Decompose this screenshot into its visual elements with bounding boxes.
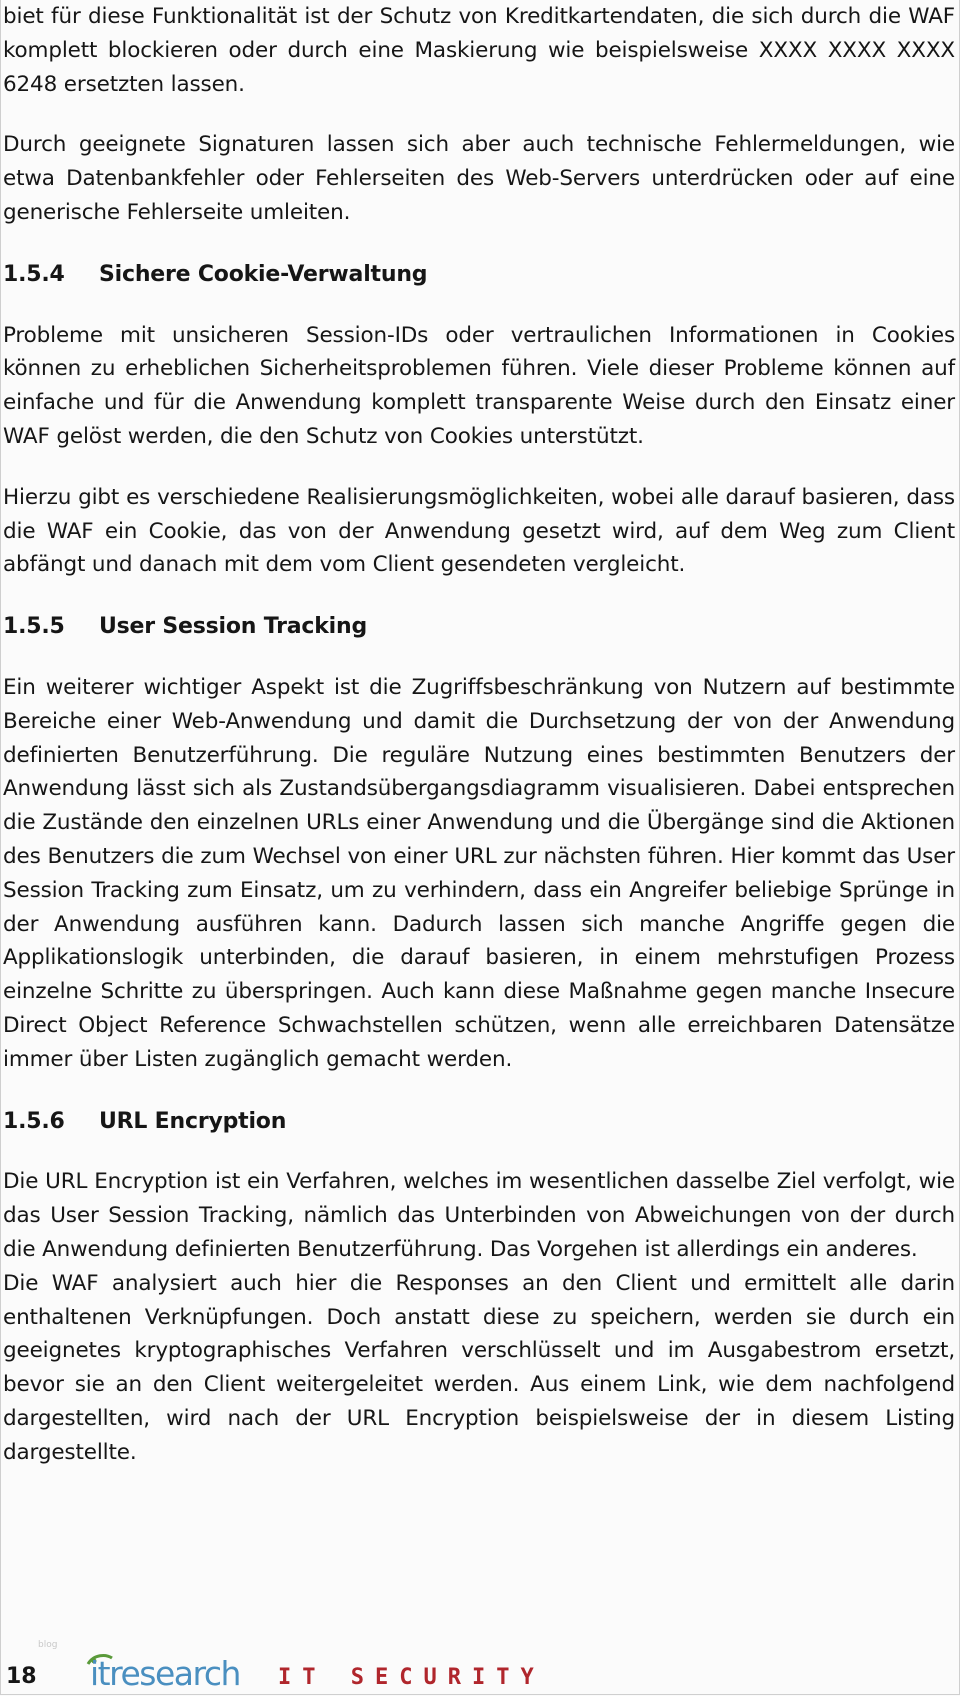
paragraph: Probleme mit unsicheren Session-IDs oder vertraulichen Informationen in Cookies können zu erheblichen Sicherheitsproblemen führen. Viele dieser Probleme können auf einfache und für die Anwendung komplett transparente Weise durch den Einsatz einer WAF gelöst werden, die den Schutz von Cookies unterstützt. bbox=[3, 322, 955, 449]
itresearch-logo bbox=[84, 1652, 240, 1692]
section-title: User Session Tracking bbox=[99, 614, 368, 640]
watermark-text: blog bbox=[38, 1640, 58, 1650]
brand-label: IT SECURITY bbox=[278, 1665, 545, 1690]
section-number: 1.5.6 bbox=[3, 1108, 65, 1134]
paragraph: Die WAF analysiert auch hier die Responses an den Client und ermittelt alle darin enthaltenen Verknüpfungen. Doch anstatt diese zu speichern, werden sie durch ein geeignetes kryptographisches Verfahren verschlüsselt und im Ausgabestrom ersetzt, bevor sie an den Client weitergeleitet werden. Aus einem Link, wie dem nachfolgend dargestellten, wird nach der URL Encryption beispielsweise der in diesem Listing dargestellte. bbox=[3, 1270, 955, 1465]
section-title: Sichere Cookie-Verwaltung bbox=[99, 261, 428, 287]
paragraph: Die URL Encryption ist ein Verfahren, welches im wesentlichen dasselbe Ziel verfolgt, wie das User Session Tracking, nämlich das Unterbinden von Abweichungen von der durch die Anwendung definierten Benutzerführung. Das Vorgehen ist allerdings ein anderes. bbox=[3, 1169, 955, 1262]
paragraph: biet für diese Funktionalität ist der Schutz von Kreditkartendaten, die sich durch die WAF komplett blockieren oder durch eine Maskierung wie beispielsweise XXXX XXXX XXXX 6248 ersetzten lassen. bbox=[3, 4, 955, 97]
paragraph: Ein weiterer wichtiger Aspekt ist die Zugriffsbeschränkung von Nutzern auf bestimmte Bereiche einer Web-Anwendung und damit die Durchsetzung der von der Anwendung definierten Benutzerführung. Die reguläre Nutzung eines bestimmten Benutzers der Anwendung lässt sich als Zustandsübergangsdiagramm visualisieren. Dabei entsprechen die Zustände den einzelnen URLs einer Anwendung und die Übergänge sind die Aktionen des Benutzers die zum Wechsel von einer URL zur nächsten führen. Hier kommt das User Session Tracking zum Einsatz, um zu verhindern, dass ein Angreifer beliebige Sprünge in der Anwendung ausführen kann. Dadurch lassen sich manche Angriffe gegen die Applikationslogik unterbinden, die darauf basieren, in einem mehrstufigen Prozess einzelne Schritte zu überspringen. Auch kann diese Maßnahme gegen manche Insecure Direct Object Reference Schwachstellen schützen, wenn alle erreichbaren Datensätze immer über Listen zugänglich gemacht werden. bbox=[3, 674, 955, 1072]
page-footer bbox=[0, 1640, 960, 1696]
section-number: 1.5.4 bbox=[3, 261, 65, 287]
section-heading bbox=[3, 610, 955, 644]
document-body bbox=[3, 0, 955, 1469]
page-number: 18 bbox=[6, 1664, 37, 1689]
section-title: URL Encryption bbox=[99, 1108, 287, 1134]
section-heading bbox=[3, 1105, 955, 1139]
section-heading bbox=[3, 258, 955, 292]
section-number: 1.5.5 bbox=[3, 614, 65, 640]
logo-text: itresearch bbox=[90, 1654, 240, 1693]
paragraph: Durch geeignete Signaturen lassen sich aber auch technische Fehlermeldungen, wie etwa Datenbankfehler oder Fehlerseiten des Web-Servers unterdrücken oder auf eine generische Fehlerseite umleiten. bbox=[3, 132, 955, 225]
paragraph: Hierzu gibt es verschiedene Realisierungsmöglichkeiten, wobei alle darauf basieren, dass die WAF ein Cookie, das von der Anwendung gesetzt wird, auf dem Weg zum Client abfängt und danach mit dem vom Client gesendeten vergleicht. bbox=[3, 484, 955, 578]
